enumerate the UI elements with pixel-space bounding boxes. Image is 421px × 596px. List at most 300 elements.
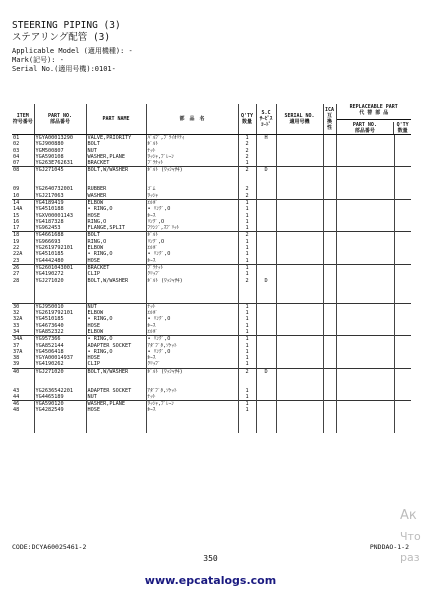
row-part-name: WASHER — [86, 193, 146, 200]
row-service-code — [256, 225, 276, 232]
row-serial-no — [276, 160, 323, 167]
row-jp-name: ｱﾀﾞﾌﾟﾀ,ｿｹｯﾄ — [146, 343, 238, 349]
row-jp-name: ﾅｯﾄ — [146, 394, 238, 401]
row-part-no: YG4190272 — [34, 271, 86, 277]
row-part-name: FLANGE,SPLIT — [86, 225, 146, 232]
row-part-name: ADAPTER SOCKET — [86, 343, 146, 349]
row-service-code — [256, 258, 276, 265]
table-row — [12, 193, 411, 200]
row-part-name: CLIP — [86, 271, 146, 277]
row-serial-no — [276, 193, 323, 200]
row-part-name: HOSE — [86, 407, 146, 413]
row-part-name: NUT — [86, 394, 146, 401]
row-replaceable-part-no — [336, 426, 394, 432]
row-qty: 1 — [238, 206, 256, 212]
row-part-no — [34, 426, 86, 432]
row-part-no: YG4510185 — [34, 316, 86, 322]
row-qty: 1 — [238, 239, 256, 245]
table-row — [12, 336, 411, 343]
table-row — [12, 167, 411, 174]
row-jp-name: ﾜｯｼｬ,ﾌﾟﾚｰﾝ — [146, 154, 238, 160]
row-part-name: • RING,O — [86, 349, 146, 355]
row-part-no: YG2640732001 — [34, 186, 86, 192]
row-item: 18 — [12, 232, 34, 239]
row-qty: 1 — [238, 199, 256, 206]
row-part-name: • RING,O — [86, 336, 146, 343]
row-jp-name: ﾘﾝｸﾞ,O — [146, 239, 238, 245]
row-jp-name: ｴﾙﾎﾞ — [146, 310, 238, 316]
row-jp-name — [146, 426, 238, 432]
col-service-code: S.C ｻｰﾋﾞｽ ｺｰﾄﾞ — [256, 104, 276, 135]
overlay-text-2: Что — [400, 530, 421, 543]
row-part-name: NUT — [86, 148, 146, 154]
table-header-row — [12, 104, 411, 135]
row-jp-name: ｴﾙﾎﾞ — [146, 245, 238, 251]
row-ica — [323, 303, 336, 310]
row-ica — [323, 199, 336, 206]
row-part-name: RING,O — [86, 239, 146, 245]
row-item: 17 — [13, 225, 20, 232]
row-replaceable-qty — [394, 329, 411, 336]
row-replaceable-qty — [394, 361, 411, 368]
row-replaceable-qty — [394, 193, 411, 200]
row-replaceable-qty — [394, 368, 411, 375]
watermark-url: www.epcatalogs.com — [144, 574, 277, 587]
row-service-code — [256, 232, 276, 239]
row-replaceable-part-no — [336, 401, 394, 408]
col-item: ITEM 符号番号 — [12, 104, 34, 135]
row-ica — [323, 368, 336, 375]
row-part-no: YG962453 — [34, 225, 86, 232]
row-replaceable-part-no — [336, 232, 394, 239]
row-part-no: YGA590120 — [34, 401, 86, 408]
row-jp-name: • ﾘﾝｸﾞ,O — [146, 349, 238, 355]
row-item: 39 — [13, 361, 20, 368]
row-jp-name: • ﾘﾝｸﾞ,O — [146, 206, 238, 212]
row-serial-no — [276, 135, 323, 142]
row-jp-name: ﾘﾝｸﾞ,O — [146, 219, 238, 225]
row-jp-name: • ﾘﾝｸﾞ,O — [146, 316, 238, 322]
row-replaceable-qty — [394, 426, 411, 432]
row-part-no: YG957366 — [34, 336, 86, 343]
row-qty: 1 — [238, 336, 256, 343]
row-item: 22A — [13, 251, 23, 258]
row-part-no: YGA590108 — [34, 154, 86, 160]
row-replaceable-part-no — [336, 258, 394, 265]
row-qty: 2 — [238, 148, 256, 154]
row-item: 04 — [13, 153, 20, 160]
page-title-japanese: ステアリング配管 (3) — [12, 32, 111, 43]
row-jp-name: ﾊﾞﾙﾌﾞ,ﾌﾟﾗｲｵﾘﾃｨ — [146, 135, 238, 142]
table-row — [12, 199, 411, 206]
row-part-name: HOSE — [86, 323, 146, 329]
row-replaceable-qty — [394, 167, 411, 174]
row-serial-no — [276, 336, 323, 343]
row-replaceable-part-no — [336, 368, 394, 375]
row-part-name: ELBOW — [86, 199, 146, 206]
row-part-no: YG2619792101 — [34, 310, 86, 316]
row-jp-name: ｱﾀﾞﾌﾟﾀ,ｿｹｯﾄ — [146, 388, 238, 394]
row-replaceable-qty — [394, 232, 411, 239]
row-serial-no — [276, 401, 323, 408]
row-replaceable-part-no — [336, 296, 394, 303]
row-serial-no — [276, 361, 323, 368]
row-part-name: BOLT — [86, 141, 146, 147]
row-part-no: YG4442480 — [34, 258, 86, 265]
row-ica — [323, 336, 336, 343]
row-jp-name: ｺﾞﾑ — [146, 186, 238, 192]
row-ica — [323, 225, 336, 232]
row-part-no: YGJ271020 — [34, 278, 86, 284]
table-row — [12, 361, 411, 368]
row-part-name: • RING,O — [86, 316, 146, 322]
col-ica: ICA 互 換 性 — [323, 104, 336, 135]
row-part-no: YG4510185 — [34, 251, 86, 257]
row-jp-name: ﾎｰｽ — [146, 258, 238, 265]
row-service-code — [256, 401, 276, 408]
row-item: 26 — [12, 264, 34, 271]
row-service-code — [256, 193, 276, 200]
row-replaceable-qty — [394, 303, 411, 310]
row-replaceable-qty — [394, 160, 411, 167]
row-part-no: YGJ950010 — [34, 303, 86, 310]
table-row — [12, 368, 411, 375]
row-ica — [323, 361, 336, 368]
col-part-name: PART NAME — [86, 104, 146, 135]
row-ica — [323, 401, 336, 408]
row-serial-no — [276, 368, 323, 375]
row-qty: 1 — [238, 160, 256, 167]
table-row — [12, 329, 411, 336]
row-part-no: YGA852144 — [34, 343, 86, 349]
row-part-name: • RING,O — [86, 206, 146, 212]
row-item — [12, 426, 34, 432]
row-part-no: YG4189419 — [34, 199, 86, 206]
row-qty: 1 — [238, 135, 256, 142]
row-qty: 1 — [238, 264, 256, 271]
row-item: 07 — [13, 160, 20, 167]
row-serial-no — [276, 199, 323, 206]
row-replaceable-qty — [394, 401, 411, 408]
replaceable-qty-heading: Q'TY 数量 — [393, 122, 411, 134]
row-part-no: YGJ271045 — [34, 167, 86, 174]
row-item: 02 — [13, 141, 20, 148]
row-qty: 2 — [238, 278, 256, 284]
row-part-no: YG4187328 — [34, 219, 86, 225]
row-service-code — [256, 264, 276, 271]
row-qty: 2 — [238, 186, 256, 192]
row-replaceable-part-no — [336, 193, 394, 200]
serial-number: Serial No.(適用号機):0101- — [12, 65, 116, 73]
row-part-no: YG4282549 — [34, 407, 86, 413]
row-part-name: BOLT,W/WASHER — [86, 278, 146, 284]
row-jp-name: ﾎﾞﾙﾄ (ﾜｯｼｬｻｷ) — [146, 368, 238, 375]
row-replaceable-part-no — [336, 264, 394, 271]
table-row — [12, 303, 411, 310]
row-jp-name: ﾅｯﾄ — [146, 148, 238, 154]
row-service-code: D — [256, 278, 276, 284]
row-part-no — [34, 296, 86, 303]
row-item: 30 — [12, 303, 34, 310]
col-jp-name: 部 品 名 — [146, 104, 238, 135]
row-qty: 1 — [238, 407, 256, 413]
row-part-name: BRACKET — [86, 160, 146, 167]
row-qty: 1 — [238, 213, 256, 219]
row-part-no: YG4661688 — [34, 232, 86, 239]
replaceable-part-no-heading: PART NO. 部品番号 — [352, 122, 377, 134]
row-part-no: YGYA00014937 — [34, 355, 86, 361]
row-jp-name: ｸﾘｯﾌﾟ — [146, 271, 238, 277]
row-jp-name: ｴﾙﾎﾞ — [146, 329, 238, 336]
col-serial-no: SERIAL NO. 適用号機 — [276, 104, 323, 135]
row-replaceable-part-no — [336, 199, 394, 206]
row-jp-name: • ﾘﾝｸﾞ,O — [146, 251, 238, 257]
table-row — [12, 264, 411, 271]
table-row — [12, 258, 411, 265]
row-item: 23 — [13, 257, 20, 264]
row-qty: 2 — [238, 232, 256, 239]
row-replaceable-part-no — [336, 167, 394, 174]
col-replaceable-part — [336, 104, 411, 135]
row-item: 16 — [13, 218, 20, 225]
row-part-name: BRACKET — [86, 264, 146, 271]
row-serial-no — [276, 225, 323, 232]
row-service-code — [256, 160, 276, 167]
row-qty: 1 — [238, 310, 256, 316]
row-serial-no — [276, 232, 323, 239]
row-replaceable-qty — [394, 296, 411, 303]
page-code: PNDDAO-1-2 — [369, 543, 409, 551]
table-row — [12, 225, 411, 232]
row-ica — [323, 329, 336, 336]
overlay-text-3: раз — [400, 551, 420, 564]
row-qty: 1 — [238, 355, 256, 361]
row-part-name: ELBOW — [86, 245, 146, 251]
row-qty: 1 — [238, 258, 256, 265]
row-item: 43 — [13, 387, 20, 394]
row-jp-name: ﾜｯｼｬ — [146, 193, 238, 200]
row-qty: 1 — [238, 401, 256, 408]
row-jp-name: ﾎｰｽ — [146, 355, 238, 361]
row-replaceable-qty — [394, 225, 411, 232]
row-part-name: NUT — [86, 303, 146, 310]
table-row — [12, 426, 411, 432]
catalog-code: CODE:DCYA60025461-2 — [12, 543, 87, 551]
row-item — [12, 296, 34, 303]
row-part-name: • RING,O — [86, 251, 146, 257]
row-part-name: BOLT,W/WASHER — [86, 368, 146, 375]
replaceable-heading: REPLACEABLE PART 代 替 部 品 — [349, 104, 398, 116]
row-qty: 1 — [238, 349, 256, 355]
row-replaceable-qty — [394, 264, 411, 271]
row-part-no: YGA852322 — [34, 329, 86, 336]
row-qty: 2 — [238, 368, 256, 375]
row-qty: 2 — [238, 193, 256, 200]
row-item: 22 — [13, 245, 20, 252]
overlay-text-1: Ак — [400, 508, 417, 523]
row-ica — [323, 426, 336, 432]
row-replaceable-part-no — [336, 225, 394, 232]
mark: Mark(記号): - — [12, 56, 64, 64]
table-row — [12, 401, 411, 408]
row-part-no: YG4673640 — [34, 323, 86, 329]
row-item: 27 — [13, 271, 20, 278]
row-jp-name: • ﾘﾝｸﾞ,O — [146, 336, 238, 343]
row-part-no: YG4510188 — [34, 206, 86, 212]
row-replaceable-qty — [394, 135, 411, 142]
row-replaceable-qty — [394, 336, 411, 343]
row-part-name: HOSE — [86, 355, 146, 361]
row-jp-name: ﾅｯﾄ — [146, 303, 238, 310]
row-item: 03 — [13, 147, 20, 154]
row-serial-no — [276, 303, 323, 310]
row-qty: 1 — [238, 343, 256, 349]
row-ica — [323, 394, 336, 401]
row-jp-name: ﾎﾞﾙﾄ (ﾜｯｼｬｻｷ) — [146, 278, 238, 284]
row-qty: 1 — [238, 245, 256, 251]
row-part-name: WASHER,PLANE — [86, 154, 146, 160]
row-part-name: WASHER,PLANE — [86, 401, 146, 408]
row-part-name: CLIP — [86, 361, 146, 368]
row-service-code — [256, 361, 276, 368]
table-row — [12, 394, 411, 401]
row-part-no: YGJ900880 — [34, 141, 86, 147]
row-qty: 1 — [238, 394, 256, 401]
row-qty: 1 — [238, 361, 256, 368]
page-title: STEERING PIPING (3) — [12, 20, 121, 31]
row-item: 28 — [13, 277, 20, 284]
row-item: 40 — [12, 368, 34, 375]
row-ica — [323, 167, 336, 174]
row-qty: 1 — [238, 219, 256, 225]
row-replaceable-part-no — [336, 336, 394, 343]
row-qty — [238, 296, 256, 303]
col-part-no: PART NO. 部品番号 — [34, 104, 86, 135]
row-jp-name: ﾜｯｼｬ,ﾌﾟﾚｰﾝ — [146, 401, 238, 408]
row-part-name: ADAPTER SOCKET — [86, 388, 146, 394]
row-item: 08 — [12, 167, 34, 174]
row-item: 37A — [13, 348, 23, 355]
col-qty: Q'TY 数量 — [238, 104, 256, 135]
row-replaceable-qty — [394, 394, 411, 401]
parts-table — [12, 104, 411, 433]
row-jp-name: ﾌﾗﾝｼﾞ,ｽﾌﾟﾘｯﾄ — [146, 225, 238, 232]
row-item: 37 — [13, 342, 20, 349]
row-part-no: YGJ217063 — [34, 193, 86, 200]
row-service-code — [256, 394, 276, 401]
row-qty: 1 — [238, 303, 256, 310]
row-qty: 2 — [238, 141, 256, 147]
row-ica — [323, 193, 336, 200]
row-item: 09 — [13, 186, 20, 193]
row-item: 10 — [13, 192, 20, 199]
row-part-name: VALVE,PRIORITY — [86, 135, 146, 142]
row-part-name: BOLT,W/WASHER — [86, 167, 146, 174]
row-service-code — [256, 199, 276, 206]
row-qty: 1 — [238, 251, 256, 257]
row-part-no: YG4506418 — [34, 349, 86, 355]
row-part-no: YG2636542201 — [34, 388, 86, 394]
row-replaceable-part-no — [336, 329, 394, 336]
row-item: 32A — [13, 316, 23, 323]
row-jp-name: ﾎｰｽ — [146, 213, 238, 219]
row-qty: 1 — [238, 329, 256, 336]
row-item: 14A — [13, 206, 23, 213]
row-part-no: YG2619792101 — [34, 245, 86, 251]
row-ica — [323, 258, 336, 265]
row-service-code — [256, 296, 276, 303]
row-jp-name: ｸﾘｯﾌﾟ — [146, 361, 238, 368]
row-replaceable-part-no — [336, 160, 394, 167]
row-part-no: YG4190262 — [34, 361, 86, 368]
row-serial-no — [276, 329, 323, 336]
row-ica — [323, 264, 336, 271]
row-jp-name: ﾌﾞﾗｹｯﾄ — [146, 264, 238, 271]
row-service-code — [256, 329, 276, 336]
row-part-name: HOSE — [86, 213, 146, 219]
parts-table-body — [12, 135, 411, 433]
row-ica — [323, 296, 336, 303]
row-service-code — [256, 336, 276, 343]
row-item: 33 — [13, 322, 20, 329]
row-service-code: H — [256, 135, 276, 142]
row-item: 34 — [13, 328, 20, 335]
row-item: 44 — [13, 393, 20, 400]
page-number: 350 — [203, 554, 218, 563]
row-part-name — [86, 426, 146, 432]
row-serial-no — [276, 426, 323, 432]
applicable-model: Applicable Model (適用機種): - — [12, 47, 133, 55]
row-replaceable-qty — [394, 199, 411, 206]
row-ica — [323, 160, 336, 167]
row-item: 32 — [13, 310, 20, 317]
row-part-name: RING,O — [86, 219, 146, 225]
row-item: 14 — [12, 199, 34, 206]
row-item: 01 — [13, 135, 20, 141]
row-qty: 1 — [238, 323, 256, 329]
row-qty: 1 — [238, 271, 256, 277]
row-part-no: YG263E762631 — [34, 160, 86, 167]
row-part-name — [86, 296, 146, 303]
row-service-code — [256, 426, 276, 432]
row-item: 46 — [12, 401, 34, 408]
row-part-no: YGXV00001143 — [34, 213, 86, 219]
table-row — [12, 232, 411, 239]
row-part-name: HOSE — [86, 258, 146, 265]
row-jp-name: ﾌﾞﾗｹｯﾄ — [146, 160, 238, 167]
row-jp-name: ﾎﾞﾙﾄ — [146, 232, 238, 239]
row-jp-name: ﾎｰｽ — [146, 323, 238, 329]
row-serial-no — [276, 264, 323, 271]
row-part-no: YG966693 — [34, 239, 86, 245]
row-item: 34A — [12, 336, 34, 343]
row-item: 15 — [13, 212, 20, 219]
row-serial-no — [276, 258, 323, 265]
row-item: 19 — [13, 238, 20, 245]
row-service-code — [256, 303, 276, 310]
table-row — [12, 135, 411, 142]
row-serial-no — [276, 296, 323, 303]
row-part-name: BOLT — [86, 232, 146, 239]
row-part-no: YGJ271020 — [34, 368, 86, 375]
row-jp-name — [146, 296, 238, 303]
row-item: 38 — [13, 355, 20, 362]
row-service-code: D — [256, 167, 276, 174]
row-part-no: YGM500807 — [34, 148, 86, 154]
row-serial-no — [276, 167, 323, 174]
row-qty: 1 — [238, 225, 256, 232]
row-part-no: YG2601043001 — [34, 264, 86, 271]
